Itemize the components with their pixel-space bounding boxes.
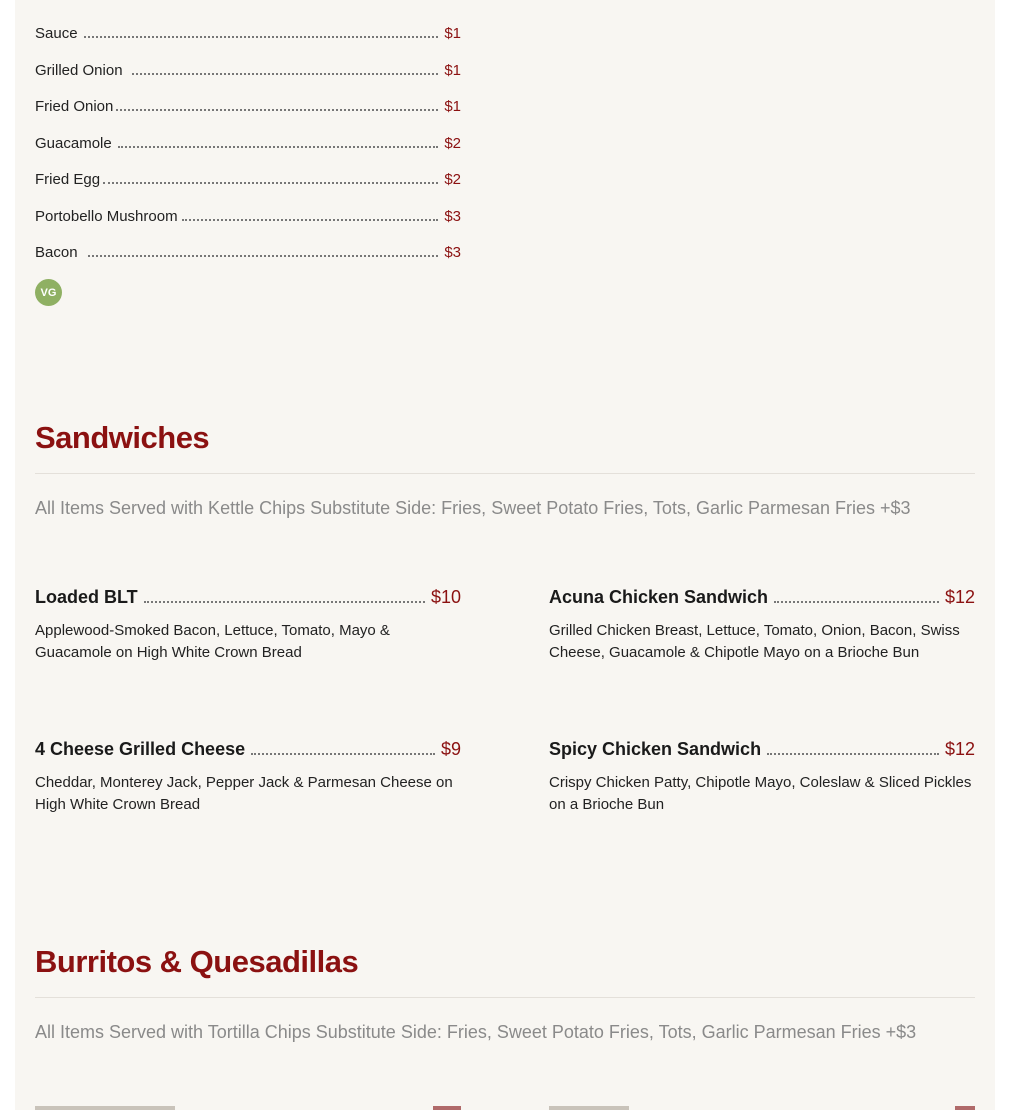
menu-page <box>15 0 995 1110</box>
menu-item <box>35 736 461 816</box>
addon-name: Fried Egg <box>35 171 101 188</box>
section-note-sandwiches: All Items Served with Kettle Chips Substitute Side: Fries, Sweet Potato Fries, Tots, Garlic Parmesan Fries +$3 <box>35 498 911 518</box>
dot-leader <box>774 600 939 603</box>
addon-price: $3 <box>444 244 461 261</box>
dot-leader <box>251 752 435 755</box>
addon-row <box>35 130 461 152</box>
dot-leader <box>88 254 439 257</box>
addon-name: Guacamole <box>35 135 112 152</box>
addon-row <box>35 203 461 225</box>
menu-item-name: Acuna Chicken Sandwich <box>549 587 769 607</box>
menu-item-name: 4 Cheese Grilled Cheese <box>35 739 246 759</box>
dot-leader <box>767 752 939 755</box>
dot-leader <box>103 181 438 184</box>
cut-item-name <box>35 1106 175 1110</box>
addon-name: Grilled Onion <box>35 62 123 79</box>
dot-leader <box>116 108 438 111</box>
addon-name: Sauce <box>35 25 78 42</box>
addon-name: Bacon <box>35 244 78 261</box>
addon-row <box>35 239 461 261</box>
menu-item-row-cut <box>35 1104 975 1110</box>
addon-row <box>35 166 461 188</box>
menu-item-description: Cheddar, Monterey Jack, Pepper Jack & Parmesan Cheese on High White Crown Bread <box>35 774 453 813</box>
addon-row-cut <box>35 0 461 4</box>
menu-item-header <box>35 736 461 760</box>
menu-item-description: Crispy Chicken Patty, Chipotle Mayo, Coleslaw & Sliced Pickles on a Brioche Bun <box>549 774 972 813</box>
cut-item-price <box>433 1106 461 1110</box>
menu-item <box>35 584 461 664</box>
addon-price: $2 <box>444 171 461 188</box>
addon-price: $1 <box>444 25 461 42</box>
addon-price: $3 <box>444 208 461 225</box>
menu-item-price: $9 <box>440 739 461 759</box>
addon-price: $1 <box>444 62 461 79</box>
menu-item-description: Applewood-Smoked Bacon, Lettuce, Tomato, Mayo & Guacamole on High White Crown Bread <box>35 622 390 661</box>
section-divider <box>35 997 975 998</box>
menu-item-header <box>35 584 461 608</box>
dot-leader <box>182 218 439 221</box>
addon-price: $2 <box>444 135 461 152</box>
menu-item-name: Loaded BLT <box>35 587 138 607</box>
addon-row <box>35 57 461 79</box>
menu-item-header <box>549 736 975 760</box>
vegan-badge-icon: VG <box>35 279 62 306</box>
section-note-burritos: All Items Served with Tortilla Chips Substitute Side: Fries, Sweet Potato Fries, Tots, Garlic Parmesan Fries +$3 <box>35 1022 917 1042</box>
dot-leader <box>84 35 439 38</box>
cut-item-price <box>955 1106 975 1110</box>
menu-item <box>549 584 975 664</box>
addon-row <box>35 93 461 115</box>
menu-item-price: $12 <box>944 739 975 759</box>
section-divider <box>35 473 975 474</box>
menu-item-price: $12 <box>944 587 975 607</box>
addon-price: $1 <box>444 98 461 115</box>
dot-leader <box>144 600 425 603</box>
menu-item-name: Spicy Chicken Sandwich <box>549 739 762 759</box>
menu-item <box>549 736 975 816</box>
addon-name: Portobello Mushroom <box>35 208 178 225</box>
section-title-burritos: Burritos & Quesadillas <box>35 944 359 979</box>
dot-leader <box>118 145 439 148</box>
dot-leader <box>132 72 439 75</box>
section-title-sandwiches: Sandwiches <box>35 420 210 455</box>
addon-row <box>35 20 461 42</box>
cut-item-name <box>549 1106 629 1110</box>
addon-name: Fried Onion <box>35 98 114 115</box>
menu-item-price: $10 <box>430 587 461 607</box>
menu-item-description: Grilled Chicken Breast, Lettuce, Tomato, Onion, Bacon, Swiss Cheese, Guacamole & Chipotle Mayo on a Brioche Bun <box>549 622 960 661</box>
menu-item-header <box>549 584 975 608</box>
